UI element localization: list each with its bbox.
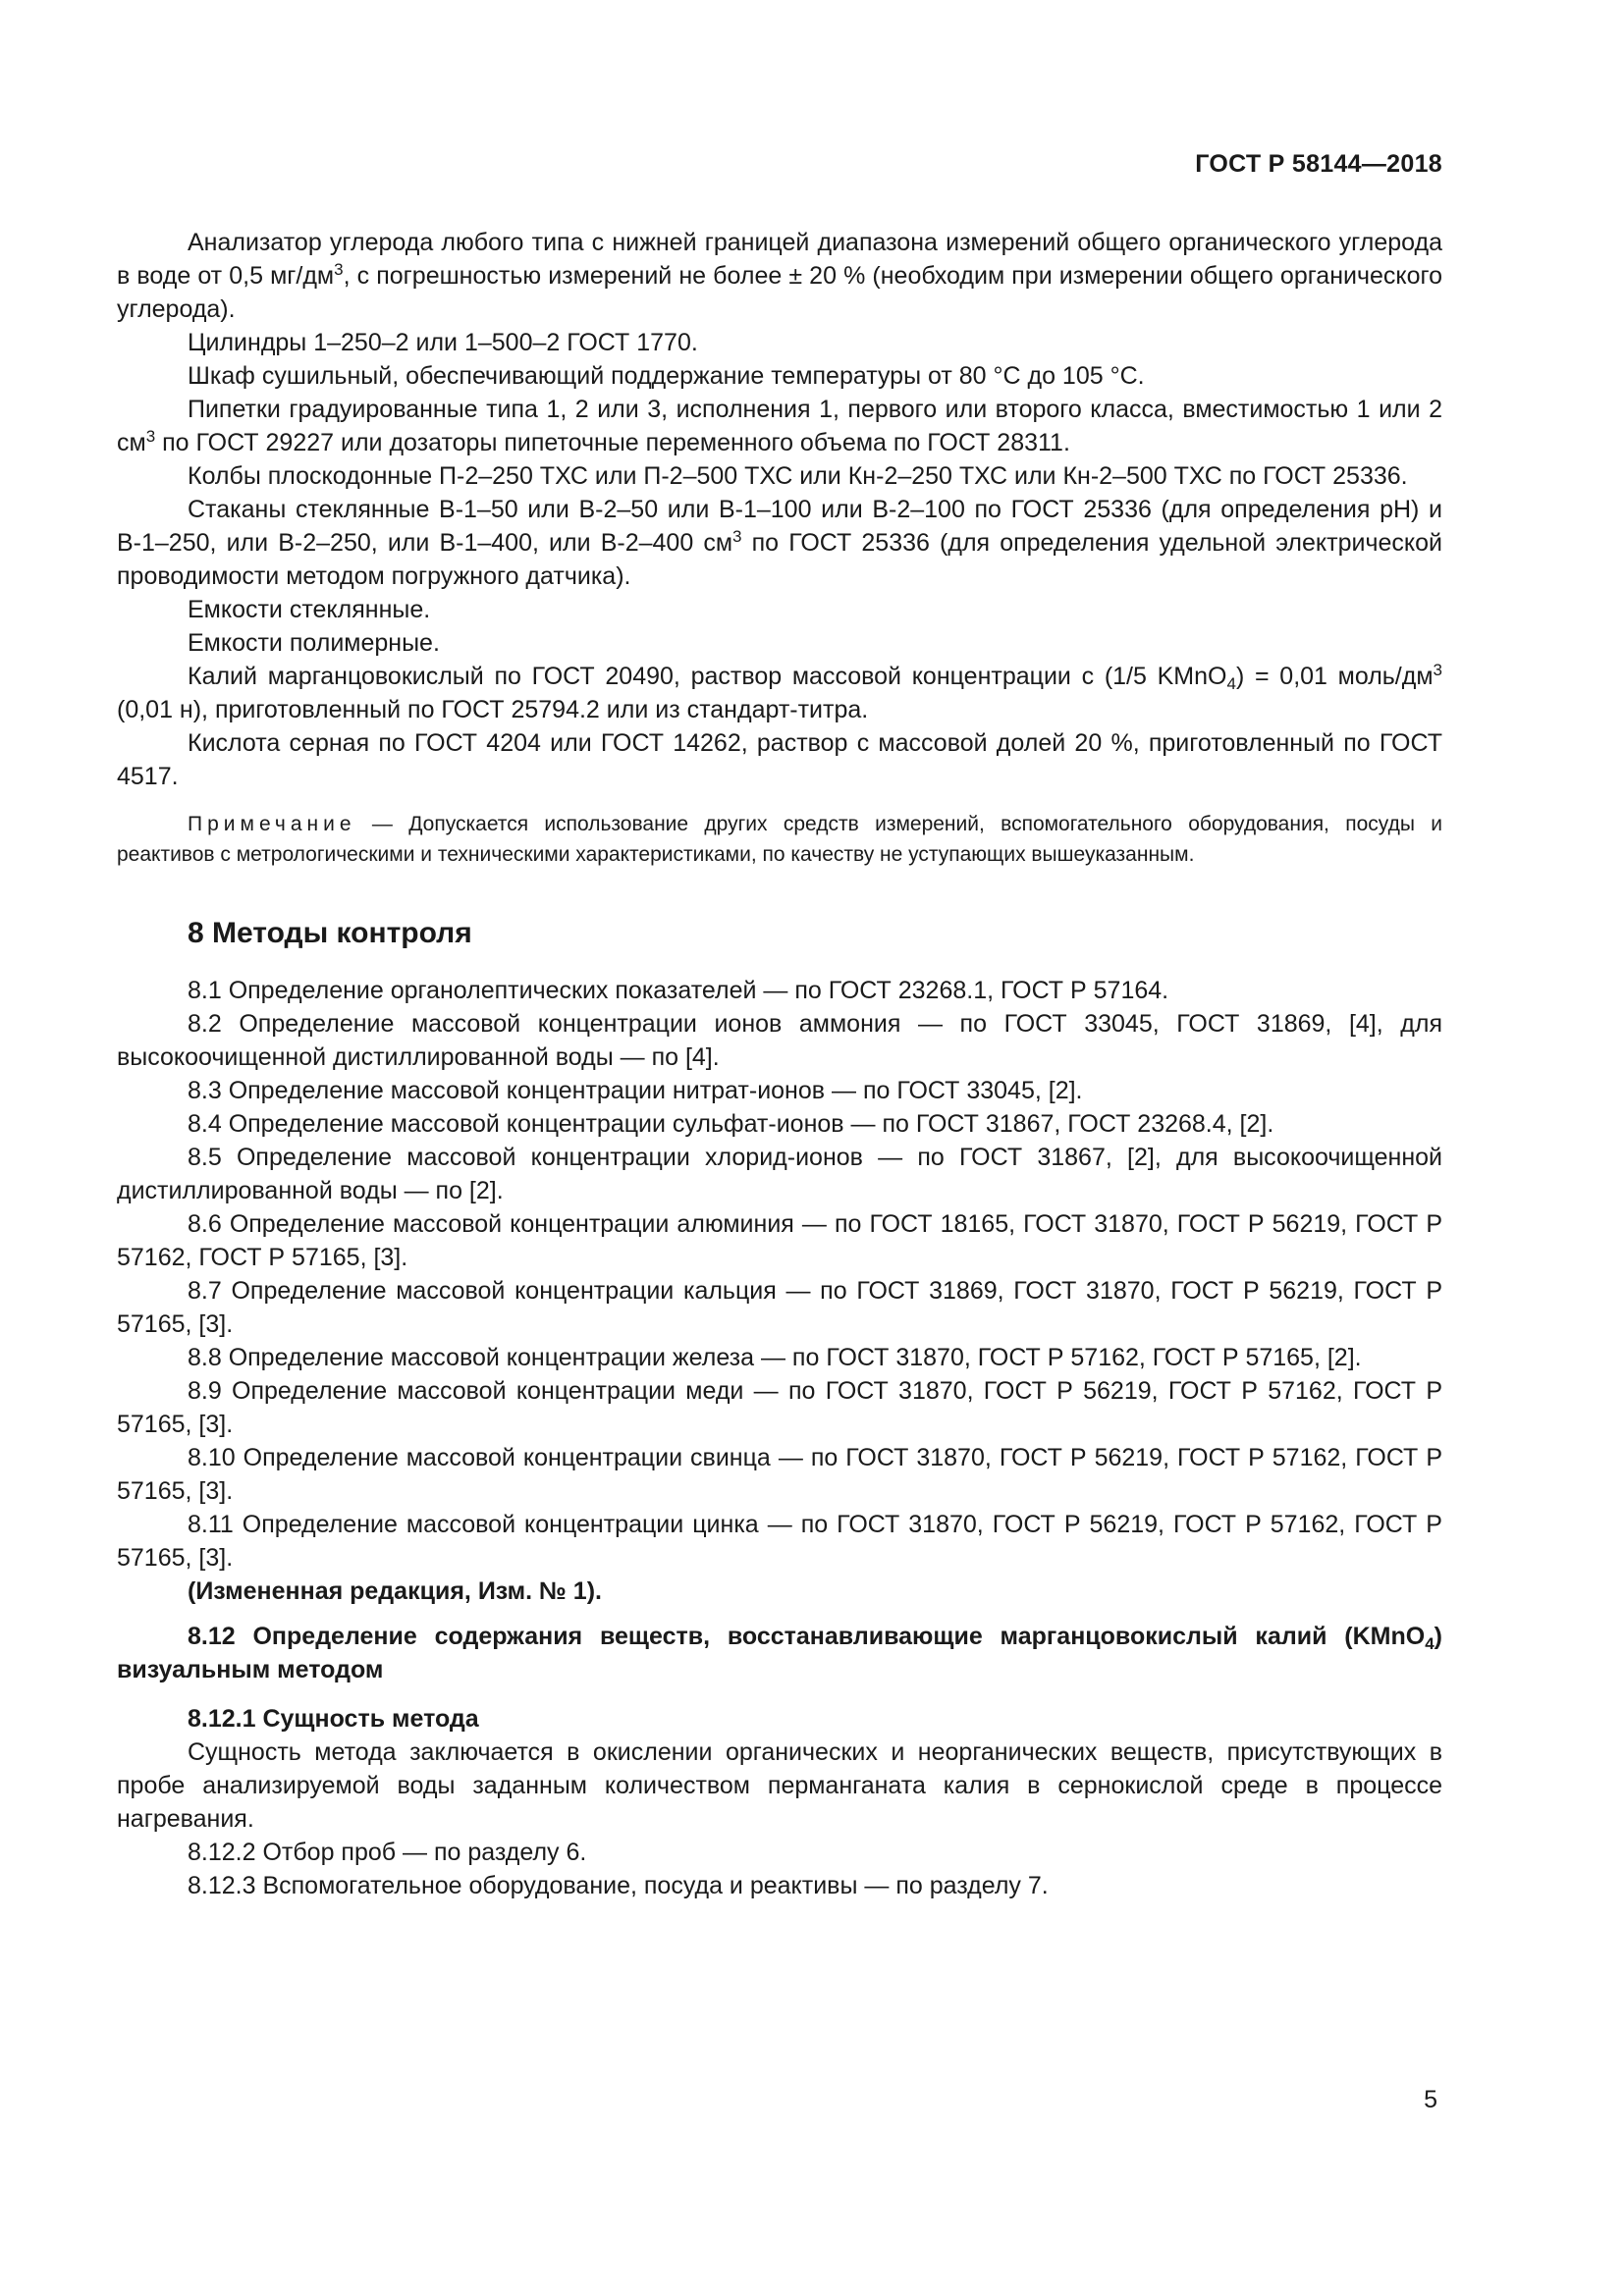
note-label: Примечание	[188, 813, 356, 835]
list-item: 8.2 Определение массовой концентрации ионов аммония — по ГОСТ 33045, ГОСТ 31869, [4], для высокоочищенной дистиллированной воды — по [4].	[117, 1010, 1442, 1071]
page-number: 5	[1424, 2086, 1437, 2113]
list-item: 8.6 Определение массовой концентрации алюминия — по ГОСТ 18165, ГОСТ 31870, ГОСТ Р 56219, ГОСТ Р 57162, ГОСТ Р 57165, [3].	[117, 1210, 1442, 1271]
paragraph-polymer-containers: Емкости полимерные.	[188, 629, 440, 657]
paragraph-beakers: Стаканы стеклянные В-1–50 или В-2–50 или В-1–100 или В-2–100 по ГОСТ 25336 (для определения pH) и В-1–250, или В-2–250, или В-1–400, или В-2–400 $см^3$ по ГОСТ 25336 (для определения удельной электрической проводимости методом погружного датчика).	[117, 496, 1442, 590]
document-header: ГОСТ Р 58144—2018	[1195, 150, 1442, 178]
list-item: 8.8 Определение массовой концентрации железа — по ГОСТ 31870, ГОСТ Р 57162, ГОСТ Р 57165, [2].	[188, 1344, 1362, 1371]
paragraph-carbon-analyzer: Анализатор углерода любого типа с нижней границей диапазона измерений общего органического углерода в воде от 0,5 $мг/дм^3$, с погрешностью измерений не более ± 20 % (необходим при измерении общего органического углерода).	[117, 229, 1442, 323]
list-item: 8.3 Определение массовой концентрации нитрат-ионов — по ГОСТ 33045, [2].	[188, 1077, 1083, 1104]
subsection-title-8-12-1: 8.12.1 Сущность метода	[188, 1705, 479, 1733]
list-item: 8.4 Определение массовой концентрации сульфат-ионов — по ГОСТ 31867, ГОСТ 23268.4, [2].	[188, 1110, 1274, 1138]
list-item: 8.10 Определение массовой концентрации свинца — по ГОСТ 31870, ГОСТ Р 56219, ГОСТ Р 57162, ГОСТ Р 57165, [3].	[117, 1444, 1442, 1505]
paragraph-8-12-2: 8.12.2 Отбор проб — по разделу 6.	[188, 1839, 587, 1866]
amendment-note: (Измененная редакция, Изм. № 1).	[188, 1577, 602, 1605]
paragraph-drying-cabinet: Шкаф сушильный, обеспечивающий поддержание температуры от 80 °С до 105 °С.	[188, 362, 1145, 390]
note	[117, 809, 1442, 870]
document-body	[117, 226, 1442, 1902]
paragraph-pipettes: Пипетки градуированные типа 1, 2 или 3, исполнения 1, первого или второго класса, вместимостью 1 или 2 $см^3$ по ГОСТ 29227 или дозаторы пипеточные переменного объема по ГОСТ 28311.	[117, 396, 1442, 456]
list-item: 8.1 Определение органолептических показателей — по ГОСТ 23268.1, ГОСТ Р 57164.	[188, 977, 1169, 1004]
note-text: — Допускается использование других средств измерений, вспомогательного оборудования, посуды и реактивов с метрологическими и техническими характеристиками, по качеству не уступающих вышеуказанным.	[117, 813, 1442, 866]
subsection-title-8-12: 8.12 Определение содержания веществ, восстанавливающие марганцовокислый калий (KMnO$_4$) визуальным методом	[117, 1623, 1442, 1683]
list-item: 8.5 Определение массовой концентрации хлорид-ионов — по ГОСТ 31867, [2], для высокоочищенной дистиллированной воды — по [2].	[117, 1144, 1442, 1204]
paragraph-potassium-permanganate: Калий марганцовокислый по ГОСТ 20490, раствор массовой концентрации с (1/5 KMnO$_4$) = 0,01 моль/$дм^3$ (0,01 н), приготовленный по ГОСТ 25794.2 или из стандарт-титра.	[117, 661, 1443, 723]
paragraph-sulfuric-acid: Кислота серная по ГОСТ 4204 или ГОСТ 14262, раствор с массовой долей 20 %, приготовленный по ГОСТ 4517.	[117, 729, 1442, 790]
list-item: 8.9 Определение массовой концентрации меди — по ГОСТ 31870, ГОСТ Р 56219, ГОСТ Р 57162, ГОСТ Р 57165, [3].	[117, 1377, 1442, 1438]
paragraph-cylinders: Цилиндры 1–250–2 или 1–500–2 ГОСТ 1770.	[188, 329, 698, 356]
paragraph-flasks: Колбы плоскодонные П-2–250 ТХС или П-2–500 ТХС или Кн-2–250 ТХС или Кн-2–500 ТХС по ГОСТ 25336.	[188, 462, 1408, 490]
list-item: 8.11 Определение массовой концентрации цинка — по ГОСТ 31870, ГОСТ Р 56219, ГОСТ Р 57162, ГОСТ Р 57165, [3].	[117, 1511, 1442, 1572]
section-title: 8 Методы контроля	[188, 917, 472, 949]
list-item: 8.7 Определение массовой концентрации кальция — по ГОСТ 31869, ГОСТ 31870, ГОСТ Р 56219, ГОСТ Р 57165, [3].	[117, 1277, 1442, 1338]
paragraph-8-12-3: 8.12.3 Вспомогательное оборудование, посуда и реактивы — по разделу 7.	[188, 1872, 1049, 1899]
paragraph-glass-containers: Емкости стеклянные.	[188, 596, 431, 623]
paragraph-method-essence: Сущность метода заключается в окислении органических и неорганических веществ, присутствующих в пробе анализируемой воды заданным количеством перманганата калия в сернокислой среде в процессе нагревания.	[117, 1738, 1442, 1833]
